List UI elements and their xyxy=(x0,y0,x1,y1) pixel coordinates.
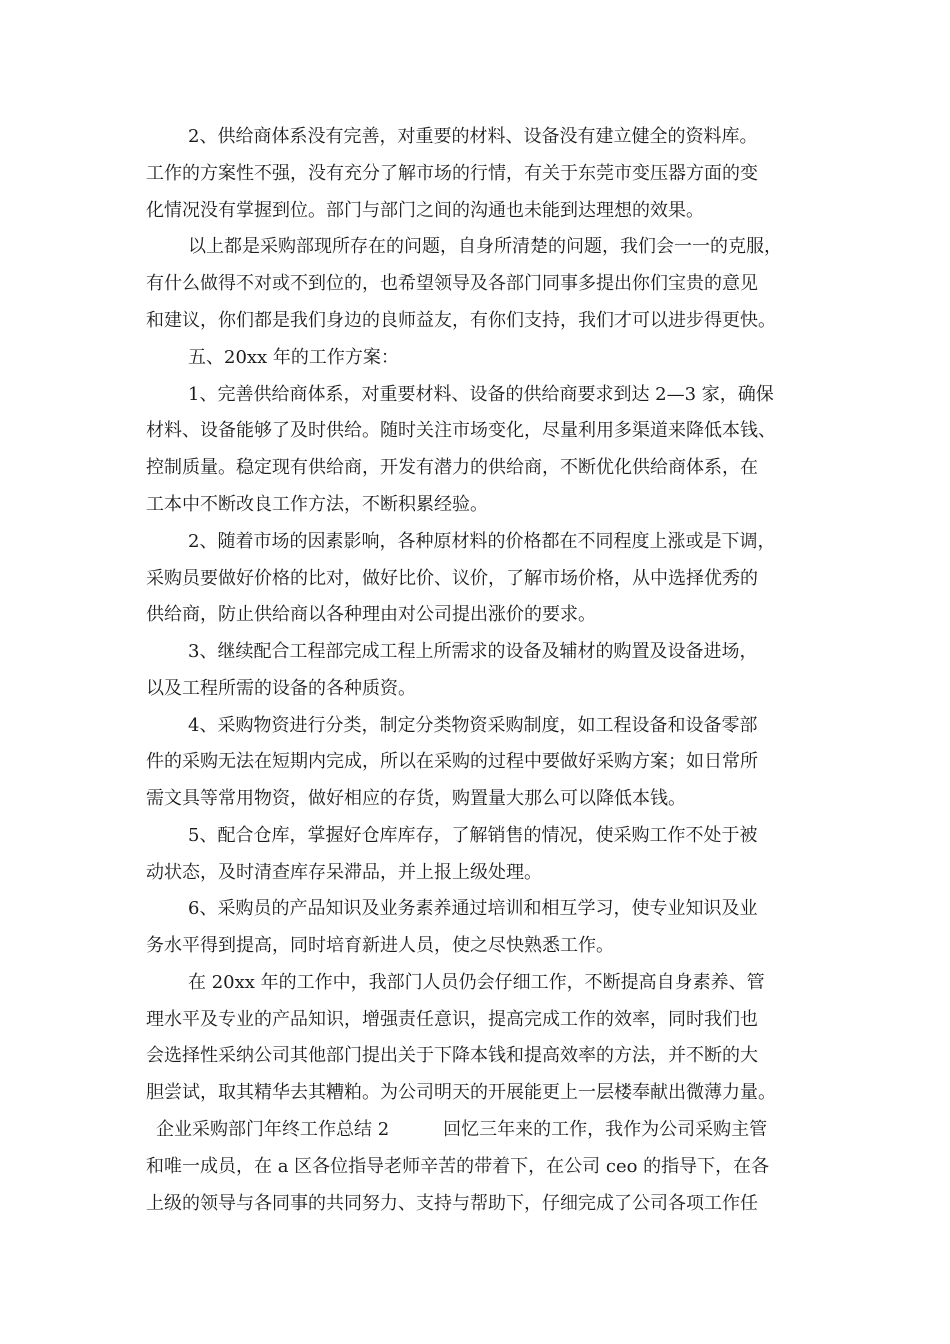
text-line: 件的采购无法在短期内完成，所以在采购的过程中要做好采购方案；如日常所 xyxy=(146,751,758,772)
text-line: 1、完善供给商体系，对重要材料、设备的供给商要求到达 2—3 家，确保 xyxy=(188,384,774,405)
text-line: 供给商，防止供给商以各种理由对公司提出涨价的要求。 xyxy=(146,604,596,625)
text-line: 5、配合仓库，掌握好仓库库存，了解销售的情况，使采购工作不处于被 xyxy=(188,825,758,846)
text-line: 以上都是采购部现所存在的问题，自身所清楚的问题，我们会一一的克服， xyxy=(188,236,782,257)
text-line: 2、供给商体系没有完善，对重要的材料、设备没有建立健全的资料库。 xyxy=(188,126,758,147)
text-line: 和唯一成员，在 a 区各位指导老师辛苦的带着下，在公司 ceo 的指导下，在各 xyxy=(146,1156,770,1177)
text-line: 化情况没有掌握到位。部门与部门之间的沟通也未能到达理想的效果。 xyxy=(146,200,704,221)
text-line: 上级的领导与各同事的共同努力、支持与帮助下，仔细完成了公司各项工作任 xyxy=(146,1193,758,1214)
text-line: 采购员要做好价格的比对，做好比价、议价，了解市场价格，从中选择优秀的 xyxy=(146,568,758,589)
text-line: 以及工程所需的设备的各种质资。 xyxy=(146,678,416,699)
text-line: 3、继续配合工程部完成工程上所需求的设备及辅材的购置及设备进场， xyxy=(188,641,758,662)
text-line: 胆尝试，取其精华去其糟粕。为公司明天的开展能更上一层楼奉献出微薄力量。 xyxy=(146,1082,776,1103)
text-line: 工作的方案性不强，没有充分了解市场的行情，有关于东莞市变压器方面的变 xyxy=(146,163,758,184)
text-line: 在 20xx 年的工作中，我部门人员仍会仔细工作，不断提高自身素养、管 xyxy=(188,972,765,993)
text-line: 务水平得到提高，同时培育新进人员，使之尽快熟悉工作。 xyxy=(146,935,614,956)
text-line: 6、采购员的产品知识及业务素养通过培训和相互学习，使专业知识及业 xyxy=(188,898,758,919)
section-heading: 五、20xx 年的工作方案： xyxy=(188,347,399,368)
text-line: 会选择性采纳公司其他部门提出关于下降本钱和提高效率的方法，并不断的大 xyxy=(146,1045,758,1066)
text-line: 控制质量。稳定现有供给商，开发有潜力的供给商，不断优化供给商体系，在 xyxy=(146,457,758,478)
text-line: 动状态，及时清查库存呆滞品，并上报上级处理。 xyxy=(146,862,542,883)
text-line: 4、采购物资进行分类，制定分类物资采购制度，如工程设备和设备零部 xyxy=(188,715,758,736)
text-line: 2、随着市场的因素影响，各种原材料的价格都在不同程度上涨或是下调， xyxy=(188,531,776,552)
text-line: 材料、设备能够了及时供给。随时关注市场变化，尽量利用多渠道来降低本钱、 xyxy=(146,420,776,441)
text-line: 工本中不断改良工作方法，不断积累经验。 xyxy=(146,494,488,515)
text-line: 和建议，你们都是我们身边的良师益友，有你们支持，我们才可以进步得更快。 xyxy=(146,310,776,331)
text-line: 需文具等常用物资，做好相应的存货，购置量大那么可以降低本钱。 xyxy=(146,788,686,809)
text-line: 有什么做得不对或不到位的，也希望领导及各部门同事多提出你们宝贵的意见 xyxy=(146,273,758,294)
section-title-line: 企业采购部门年终工作总结 2 回忆三年来的工作，我作为公司采购主管 xyxy=(156,1119,768,1140)
text-line: 理水平及专业的产品知识，增强责任意识，提高完成工作的效率，同时我们也 xyxy=(146,1009,758,1030)
